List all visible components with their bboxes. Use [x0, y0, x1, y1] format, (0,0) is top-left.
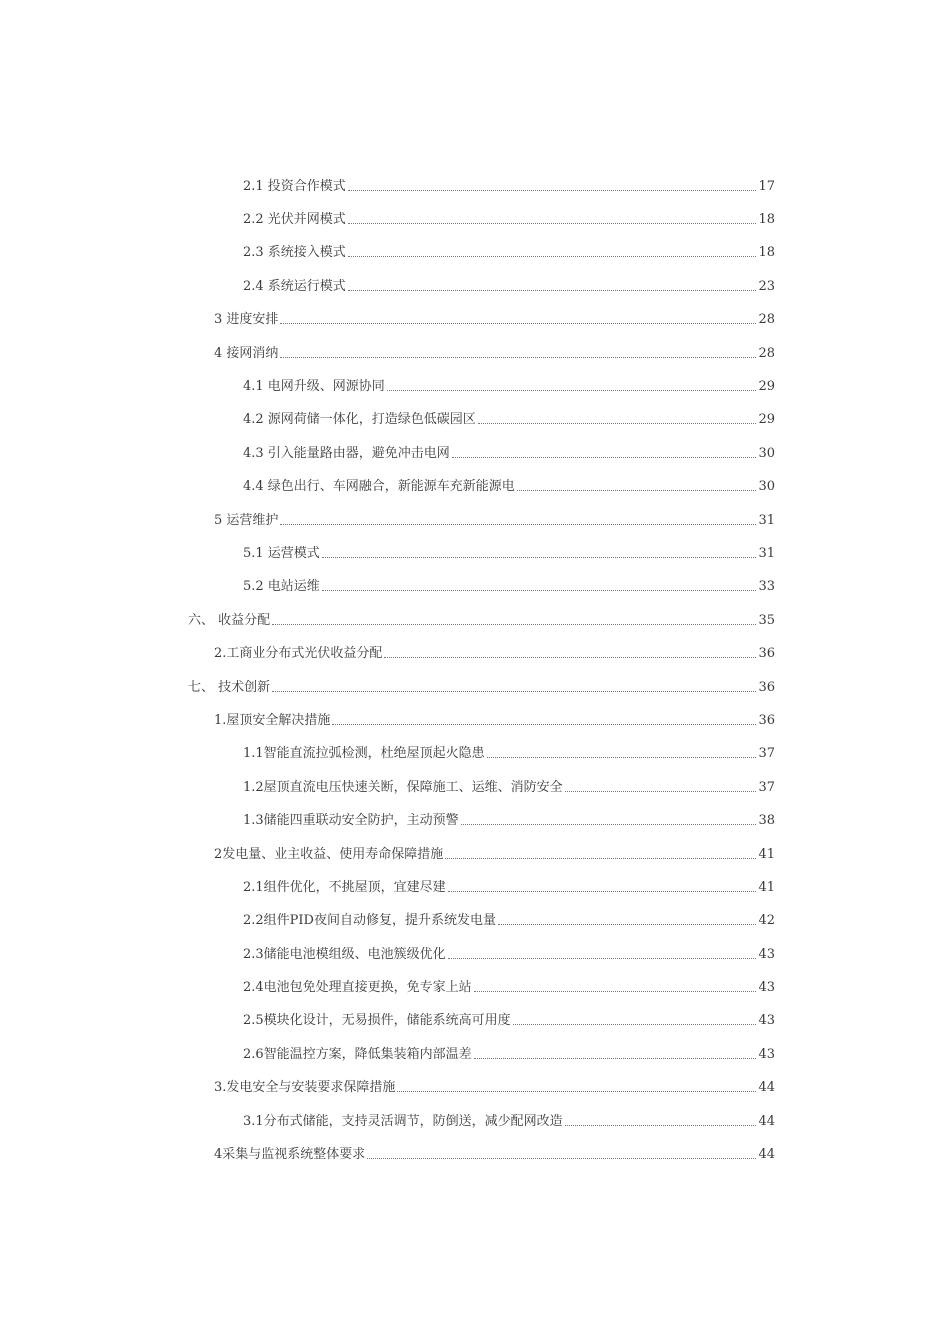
toc-row[interactable]	[0, 704, 950, 737]
toc-entry[interactable]	[243, 913, 775, 929]
toc-dot-leader	[348, 255, 757, 257]
toc-entry-label: 1.3储能四重联动安全防护，主动预警	[243, 813, 459, 829]
toc-page-number: 35	[758, 612, 775, 628]
toc-page-number: 44	[758, 1113, 775, 1129]
toc-page-number: 29	[758, 412, 775, 428]
toc-page-number: 18	[758, 245, 775, 261]
toc-dot-leader	[487, 756, 757, 758]
toc-entry[interactable]	[243, 479, 775, 495]
toc-row[interactable]	[0, 637, 950, 670]
toc-entry-label: 1.屋顶安全解决措施	[214, 712, 331, 728]
toc-row[interactable]	[0, 1005, 950, 1038]
toc-dot-leader	[448, 890, 757, 892]
toc-page-number: 31	[758, 545, 775, 561]
toc-page-number: 38	[758, 813, 775, 829]
toc-row[interactable]	[0, 1072, 950, 1105]
toc-page-number: 41	[758, 846, 775, 862]
toc-entry[interactable]	[214, 513, 775, 529]
toc-row[interactable]	[0, 671, 950, 704]
toc-dot-leader	[280, 523, 756, 525]
toc-row[interactable]	[0, 437, 950, 470]
toc-row[interactable]	[0, 1105, 950, 1138]
toc-page-number: 30	[758, 445, 775, 461]
toc-dot-leader	[513, 1023, 757, 1025]
toc-page-number: 30	[758, 479, 775, 495]
toc-entry-label: 5.1 运营模式	[243, 545, 320, 561]
toc-entry[interactable]	[243, 1013, 775, 1029]
toc-entry-label: 2.4电池包免处理直接更换，免专家上站	[243, 980, 472, 996]
toc-page-number: 33	[758, 579, 775, 595]
toc-dot-leader	[448, 957, 757, 959]
toc-page-number: 41	[758, 879, 775, 895]
toc-entry-label: 4.2 源网荷储一体化，打造绿色低碳园区	[243, 412, 476, 428]
toc-entry-label: 2.2组件PID夜间自动修复，提升系统发电量	[243, 913, 496, 929]
toc-entry-label: 4.1 电网升级、网源协同	[243, 379, 385, 395]
toc-entry-label: 3.发电安全与安装要求保障措施	[214, 1080, 396, 1096]
toc-page-number: 36	[758, 679, 775, 695]
toc-entry-label: 2.2 光伏并网模式	[243, 212, 346, 228]
toc-dot-leader	[348, 289, 757, 291]
toc-page-number: 36	[758, 712, 775, 728]
toc-page-number: 44	[758, 1080, 775, 1096]
toc-entry[interactable]	[243, 947, 775, 963]
toc-entry-label: 2.6智能温控方案，降低集装箱内部温差	[243, 1046, 472, 1062]
toc-dot-leader	[322, 556, 757, 558]
toc-entry-label: 2.3储能电池模组级、电池簇级优化	[243, 946, 446, 962]
toc-page-number: 37	[758, 746, 775, 762]
toc-entry[interactable]	[243, 446, 775, 462]
toc-page-number: 43	[758, 980, 775, 996]
toc-dot-leader	[445, 857, 756, 859]
toc-row[interactable]	[0, 237, 950, 270]
toc-page-number: 42	[758, 913, 775, 929]
toc-entry[interactable]	[243, 412, 775, 428]
toc-entry-label: 4 接网消纳	[214, 345, 279, 361]
toc-dot-leader	[517, 489, 757, 491]
toc-page-number: 43	[758, 1046, 775, 1062]
toc-row[interactable]	[0, 203, 950, 236]
toc-entry[interactable]	[243, 546, 775, 562]
toc-entry[interactable]	[214, 713, 775, 729]
toc-dot-leader	[478, 422, 757, 424]
toc-row[interactable]	[0, 337, 950, 370]
toc-entry[interactable]	[243, 579, 775, 595]
table-of-contents	[0, 170, 950, 1172]
toc-entry[interactable]	[214, 847, 775, 863]
toc-page-number: 44	[758, 1147, 775, 1163]
toc-dot-leader	[452, 456, 757, 458]
toc-page-number: 36	[758, 646, 775, 662]
toc-row[interactable]	[0, 170, 950, 203]
toc-dot-leader	[348, 222, 757, 224]
toc-entry-label: 2.工商业分布式光伏收益分配	[214, 646, 383, 662]
toc-page-number: 43	[758, 946, 775, 962]
toc-entry[interactable]	[243, 1047, 775, 1063]
toc-dot-leader	[322, 589, 757, 591]
toc-entry[interactable]	[243, 1114, 775, 1130]
toc-dot-leader	[280, 322, 756, 324]
toc-page-number: 28	[758, 345, 775, 361]
toc-page-number: 17	[758, 178, 775, 194]
toc-page-number: 31	[758, 512, 775, 528]
toc-row[interactable]	[0, 804, 950, 837]
toc-row[interactable]	[0, 370, 950, 403]
toc-row[interactable]	[0, 537, 950, 570]
toc-page-number: 28	[758, 312, 775, 328]
toc-row[interactable]	[0, 838, 950, 871]
toc-entry[interactable]	[214, 646, 775, 662]
toc-row[interactable]	[0, 1038, 950, 1071]
toc-entry[interactable]	[214, 312, 775, 328]
toc-dot-leader	[332, 723, 756, 725]
toc-row[interactable]	[0, 738, 950, 771]
toc-dot-leader	[387, 389, 757, 391]
toc-page-number: 37	[758, 779, 775, 795]
toc-row[interactable]	[0, 971, 950, 1004]
toc-page-number: 43	[758, 1013, 775, 1029]
toc-entry[interactable]	[243, 179, 775, 195]
toc-entry-label: 2.1组件优化，不挑屋顶，宜建尽建	[243, 879, 446, 895]
toc-dot-leader	[474, 990, 757, 992]
toc-entry-label: 4.4 绿色出行、车网融合，新能源车充新能源电	[243, 479, 515, 495]
toc-entry[interactable]	[188, 680, 775, 696]
toc-entry-label: 4采集与监视系统整体要求	[214, 1147, 366, 1163]
toc-dot-leader	[498, 923, 756, 925]
toc-page-number: 29	[758, 379, 775, 395]
toc-row[interactable]	[0, 270, 950, 303]
toc-dot-leader	[272, 623, 756, 625]
toc-page-number: 18	[758, 212, 775, 228]
toc-entry-label: 六、 收益分配	[188, 612, 271, 628]
toc-entry[interactable]	[243, 813, 775, 829]
toc-entry[interactable]	[214, 1147, 775, 1163]
toc-row[interactable]	[0, 471, 950, 504]
toc-row[interactable]	[0, 604, 950, 637]
toc-row[interactable]	[0, 571, 950, 604]
toc-row[interactable]	[0, 304, 950, 337]
toc-entry[interactable]	[243, 212, 775, 228]
toc-row[interactable]	[0, 871, 950, 904]
toc-entry[interactable]	[243, 279, 775, 295]
toc-entry-label: 2.5模块化设计，无易损件，储能系统高可用度	[243, 1013, 511, 1029]
toc-entry-label: 七、 技术创新	[188, 679, 271, 695]
toc-dot-leader	[272, 690, 756, 692]
toc-entry[interactable]	[214, 1080, 775, 1096]
toc-entry-label: 2.4 系统运行模式	[243, 278, 346, 294]
toc-dot-leader	[565, 790, 757, 792]
toc-entry-label: 3 进度安排	[214, 312, 279, 328]
toc-row[interactable]	[0, 504, 950, 537]
toc-row[interactable]	[0, 1138, 950, 1171]
toc-entry-label: 1.1智能直流拉弧检测，杜绝屋顶起火隐患	[243, 746, 485, 762]
toc-entry[interactable]	[188, 613, 775, 629]
toc-page-number: 23	[758, 278, 775, 294]
toc-entry-label: 2发电量、业主收益、使用寿命保障措施	[214, 846, 444, 862]
toc-entry[interactable]	[243, 780, 775, 796]
toc-row[interactable]	[0, 905, 950, 938]
toc-entry-label: 1.2屋顶直流电压快速关断，保障施工、运维、消防安全	[243, 779, 563, 795]
toc-entry[interactable]	[214, 346, 775, 362]
toc-entry[interactable]	[243, 880, 775, 896]
toc-entry-label: 5.2 电站运维	[243, 579, 320, 595]
toc-entry-label: 2.3 系统接入模式	[243, 245, 346, 261]
toc-entry-label: 2.1 投资合作模式	[243, 178, 346, 194]
toc-entry-label: 3.1分布式储能，支持灵活调节，防倒送，减少配网改造	[243, 1113, 563, 1129]
toc-dot-leader	[384, 656, 756, 658]
toc-dot-leader	[397, 1090, 756, 1092]
toc-entry-label: 4.3 引入能量路由器，避免冲击电网	[243, 445, 450, 461]
toc-dot-leader	[348, 189, 757, 191]
toc-entry[interactable]	[243, 379, 775, 395]
toc-dot-leader	[280, 356, 756, 358]
toc-row[interactable]	[0, 771, 950, 804]
toc-entry-label: 5 运营维护	[214, 512, 279, 528]
toc-entry[interactable]	[243, 746, 775, 762]
toc-row[interactable]	[0, 938, 950, 971]
toc-dot-leader	[474, 1057, 757, 1059]
toc-entry[interactable]	[243, 245, 775, 261]
toc-dot-leader	[367, 1157, 756, 1159]
toc-entry[interactable]	[243, 980, 775, 996]
toc-dot-leader	[461, 823, 757, 825]
toc-dot-leader	[565, 1124, 757, 1126]
toc-row[interactable]	[0, 404, 950, 437]
